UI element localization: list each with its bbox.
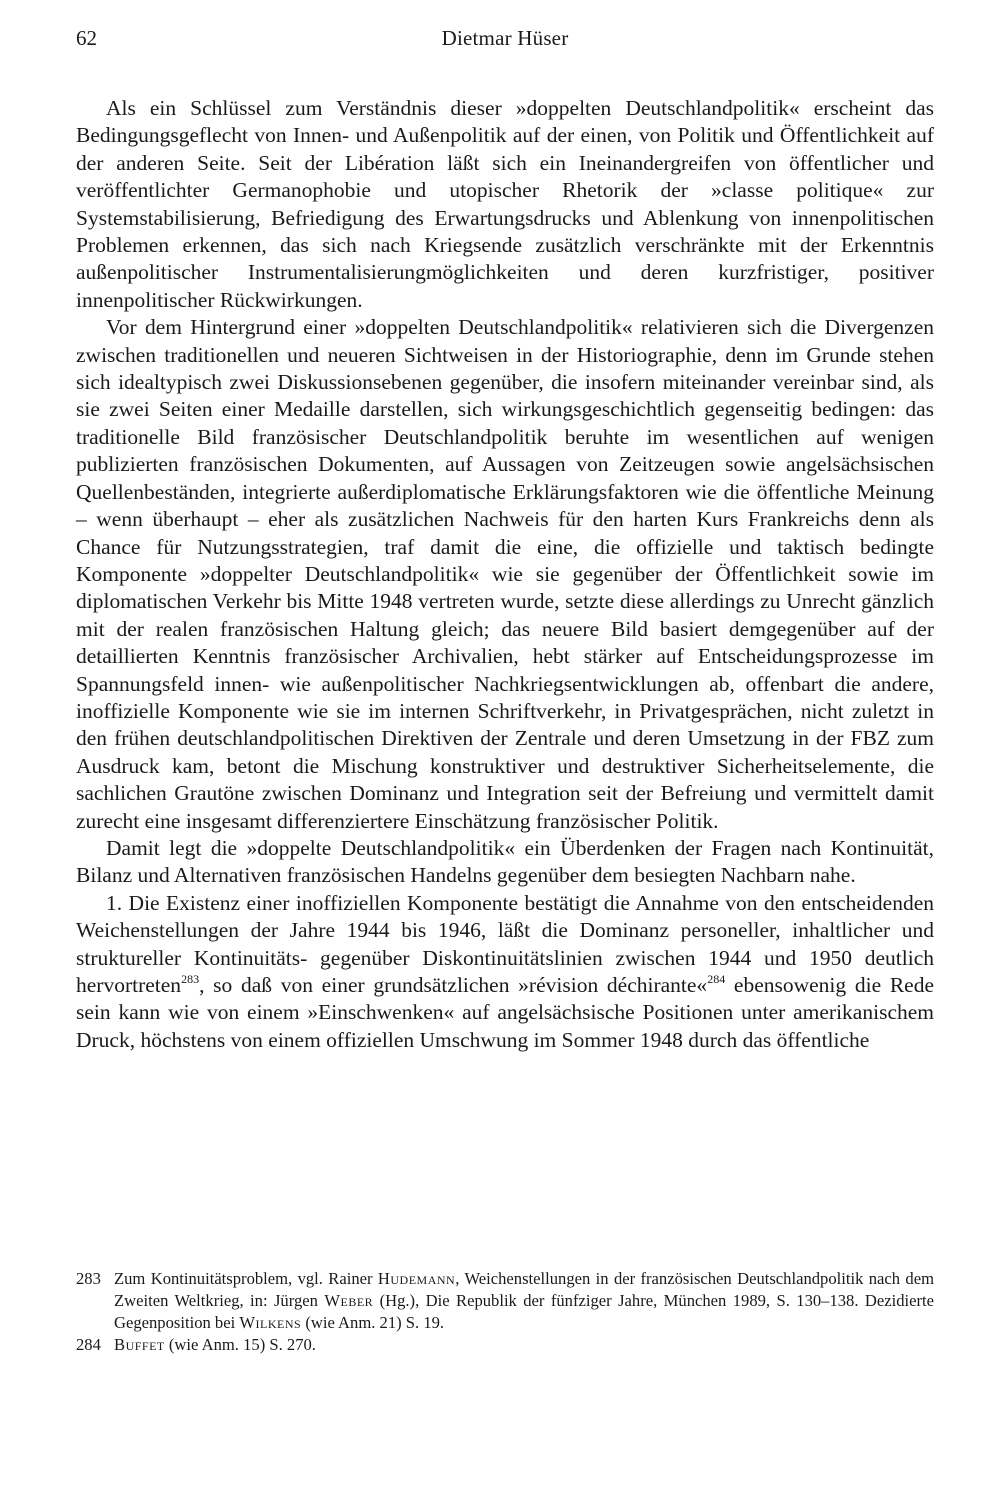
running-head-author: Dietmar Hüser — [441, 26, 569, 50]
paragraph-4-text-a: 1. Die Existenz einer inoffiziellen Komponente bestätigt die Annahme von den entscheidenden Weichenstellungen der Jahre 1944 bis 1946, läßt die Dominanz personeller, inhaltlicher und struktureller Kontinuitäts- gegenüber Diskontinuitätslinien zwischen 1944 und 1950 deutlich hervortreten — [76, 890, 934, 997]
paragraph-4-text-b: , so daß von einer grundsätzlichen »révision déchirante« — [199, 973, 708, 997]
paragraph-4-text-c: ebensowenig die Rede sein kann wie von einem »Einschwenken« auf angelsächsische Positionen unter amerikanischem Druck, höchstens von einem offiziellen Umschwung im Sommer 1948 durch das öffentliche — [76, 973, 934, 1052]
page-number: 62 — [76, 26, 97, 50]
paragraph-3: Damit legt die »doppelte Deutschlandpolitik« ein Überdenken der Fragen nach Kontinuität, Bilanz und Alternativen französischen Handelns gegenüber dem besiegten Nachbarn nahe. — [76, 835, 934, 888]
footnote-text-part: (wie Anm. 15) S. 270. — [164, 1335, 316, 1354]
footnote-number: 284 — [76, 1335, 101, 1354]
author-name-weber: Weber — [324, 1291, 374, 1310]
footnote-number: 283 — [76, 1269, 101, 1288]
footnote-text-part: (wie Anm. 21) S. 19. — [301, 1313, 445, 1332]
author-name-hudemann: Hudemann — [377, 1269, 456, 1288]
footnotes — [76, 1268, 934, 1356]
footnote-283 — [76, 1268, 934, 1334]
footnote-text-part: (Hg.), Die Republik der fünfziger Jahre, München 1989, S. 130–138. Dezidierte Gegenposition bei — [114, 1291, 935, 1332]
footnote-ref-284[interactable]: 284 — [707, 972, 726, 986]
footnote-text-part: Zum Kontinuitätsproblem, vgl. Rainer — [114, 1269, 378, 1288]
footnote-text — [114, 1268, 934, 1334]
footnote-ref-283[interactable]: 283 — [181, 972, 200, 986]
footnote-284 — [76, 1334, 934, 1356]
page-header — [76, 20, 934, 56]
author-name-wilkens: Wilkens — [239, 1313, 302, 1332]
body-text — [76, 95, 934, 1054]
footnote-text-part: , Weichenstellungen in der französischen Deutschlandpolitik nach dem Zweiten Weltkrieg, in: Jürgen — [114, 1269, 935, 1310]
paragraph-4 — [76, 890, 934, 1054]
author-name-buffet: Buffet — [114, 1335, 165, 1354]
paragraph-1: Als ein Schlüssel zum Verständnis dieser »doppelten Deutschlandpolitik« erscheint das Bedingungsgeflecht von Innen- und Außenpolitik auf der einen, von Politik und Öffentlichkeit auf der anderen Seite. Seit der Libération läßt sich ein Ineinandergreifen von öffentlicher und veröffentlichter Germanophobie und utopischer Rhetorik der »classe politique« zur Systemstabilisierung, Befriedigung des Erwartungsdrucks und Ablenkung von innenpolitischen Problemen erkennen, das sich nach Kriegsende zusätzlich verschränkte mit der Erkenntnis außenpolitischer Instrumentalisierungmöglichkeiten und deren kurzfristiger, positiver innenpolitischer Rückwirkungen. — [76, 96, 934, 312]
paragraph-2: Vor dem Hintergrund einer »doppelten Deutschlandpolitik« relativieren sich die Divergenzen zwischen traditionellen und neueren Sichtweisen in der Historiographie, denn im Grunde stehen sich idealtypisch zwei Diskussionsebenen gegenüber, die insofern miteinander vereinbar sind, als sie zwei Seiten einer Medaille darstellen, sich wirkungsgeschichtlich gegenseitig bedingen: das traditionelle Bild französischer Deutschlandpolitik beruhte im wesentlichen auf wenigen publizierten französischen Dokumenten, auf Aussagen von Zeitzeugen sowie angelsächsischen Quellenbeständen, integrierte außerdiplomatische Erklärungsfaktoren wie die öffentliche Meinung – wenn überhaupt – eher als zusätzlichen Nachweis für den harten Kurs Frankreichs denn als Chance für Nutzungsstrategien, traf damit die eine, die offizielle und taktisch bedingte Komponente »doppelter Deutschlandpolitik« wie sie gegenüber der Öffentlichkeit sowie im diplomatischen Verkehr bis Mitte 1948 vertreten wurde, setzte diese allerdings zu Unrecht gänzlich mit der realen französischen Haltung gleich; das neuere Bild basiert demgegenüber auf der detaillierten Kenntnis französischer Archivalien, hebt stärker auf Entscheidungsprozesse im Spannungsfeld innen- wie außenpolitischer Nachkriegsentwicklungen ab, offenbart die andere, inoffizielle Komponente wie sie im internen Schriftverkehr, in Privatgesprächen, nicht zuletzt in den frühen deutschlandpolitischen Direktiven der Zentrale und deren Umsetzung in der FBZ zum Ausdruck kam, betont die Mischung konstruktiver und destruktiver Sicherheitselemente, die sachlichen Grautöne zwischen Dominanz und Integration seit der Befreiung und vermittelt damit zurecht eine insgesamt differenziertere Einschätzung französischer Politik. — [76, 315, 934, 833]
footnote-text — [114, 1334, 934, 1356]
